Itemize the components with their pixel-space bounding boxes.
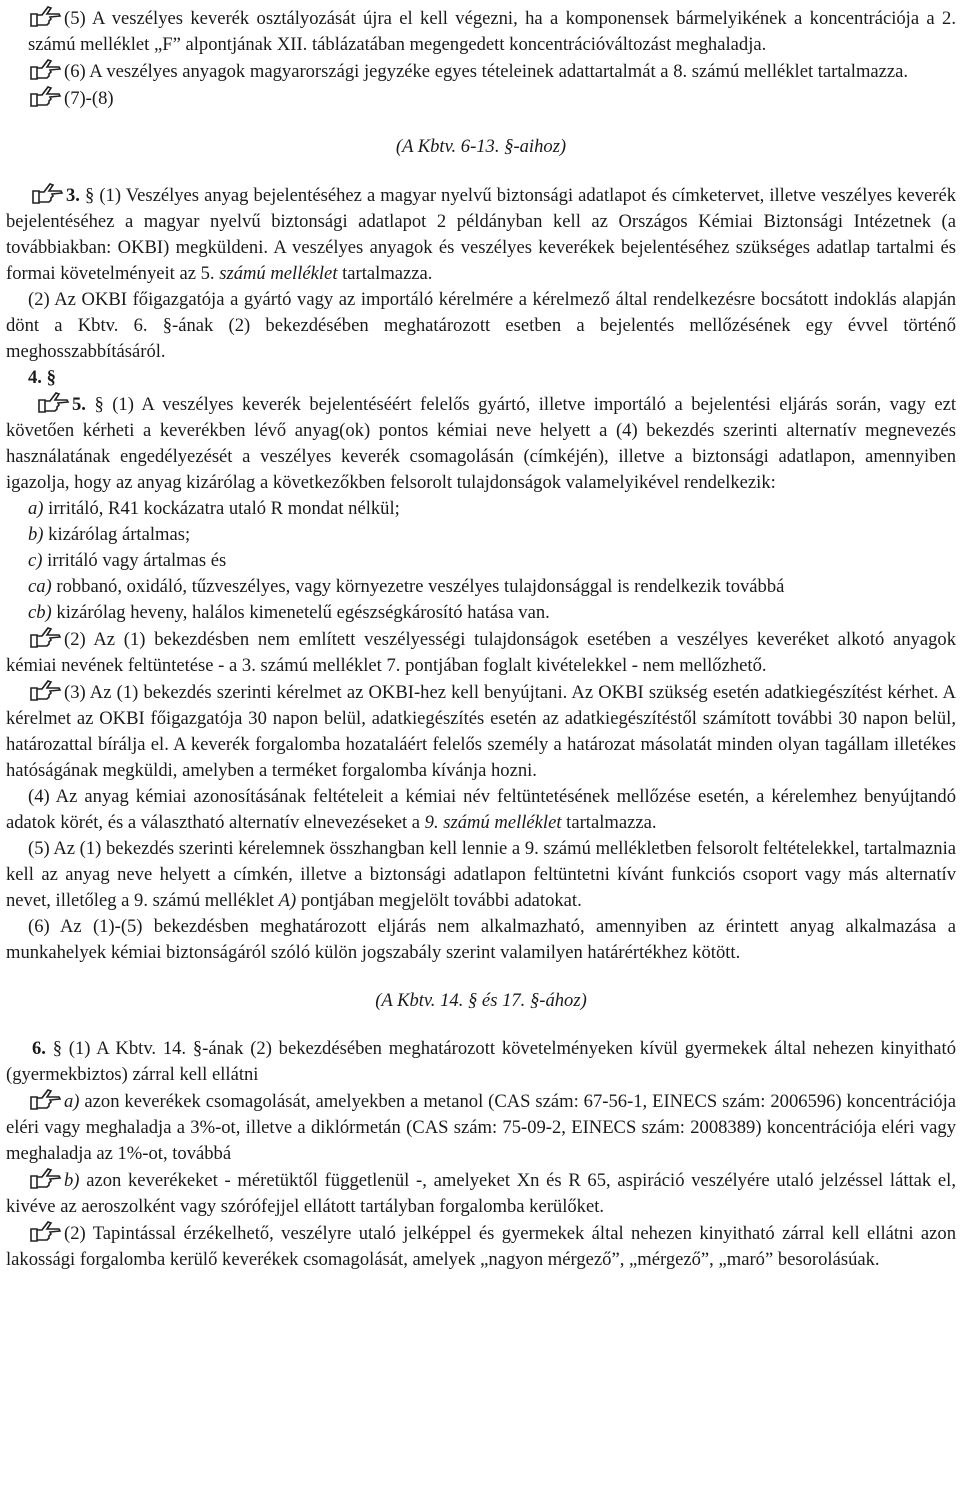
annex-reference: számú melléklet xyxy=(219,263,338,284)
section-5-paragraph-4-end: tartalmazza. xyxy=(561,812,657,833)
section-6-point-a xyxy=(6,1088,956,1167)
list-text: irritáló vagy ártalmas és xyxy=(42,550,227,571)
pointing-hand-icon[interactable] xyxy=(28,1167,62,1189)
list-label: b) xyxy=(64,1170,80,1191)
section-6-paragraph-1 xyxy=(6,1036,956,1088)
pointing-hand-icon[interactable] xyxy=(36,391,70,413)
pointing-hand-icon[interactable] xyxy=(28,5,62,27)
section-6-point-b-text: azon keverékeket - méretüktől függetlenül -, amelyeket Xn és R 65, aspiráció veszélyére utaló jelzéssel láttak el, kivéve az aeroszolként vagy szórófejjel ellátott tartályban forgalomba kerülőket. xyxy=(6,1170,956,1217)
pointing-hand-icon[interactable] xyxy=(28,58,62,80)
section-6-text: § (1) A Kbtv. 14. §-ának (2) bekezdésében meghatározott követelményeken kívül gyermekek által nehezen kinyitható (gyermekbiztos) zárral kell ellátni xyxy=(6,1038,956,1085)
paragraph-5 xyxy=(6,5,956,58)
annex-reference: 9. számú melléklet xyxy=(424,812,562,833)
section-5-paragraph-6: (6) Az (1)-(5) bekezdésben meghatározott eljárás nem alkalmazható, amennyiben az érintett anyag alkalmazása a munkahelyek kémiai biztonságáról szóló külön jogszabály szerint valamilyen határértékhez kötött. xyxy=(6,916,956,963)
section-5-text: § (1) A veszélyes keverék bejelentéséért felelős gyártó, illetve importáló a bejelentési eljárás során, vagy ezt követően kérheti a keverékben lévő anyag(ok) pontos kémiai neve helyett a (4) bekezdés szerinti alternatív megnevezés használatának engedélyezését a veszélyes keverék csomagolásán (címkéjén), illetve a biztonsági adatlapon, amennyiben igazolja, hogy az anyag kizárólag a következőkben felsorolt tulajdonságok valamelyikével rendelkezik: xyxy=(6,394,956,493)
section-3-number: 3. xyxy=(66,185,80,206)
section-5-paragraph-4-text: (4) Az anyag kémiai azonosításának feltételeit a kémiai név feltüntetésének mellőzése esetén, a kérelemhez benyújtandó adatok körét, és a választható alternatív elnevezéseket a xyxy=(6,786,956,833)
pointing-hand-icon[interactable] xyxy=(28,1220,62,1242)
annex-point-reference: A) xyxy=(278,890,297,911)
section-4-heading: 4. § xyxy=(28,367,56,388)
section-3-paragraph-1 xyxy=(6,182,956,287)
paragraph-6 xyxy=(6,58,956,85)
list-label: a) xyxy=(64,1091,80,1112)
list-label: cb) xyxy=(28,602,52,623)
pointing-hand-icon[interactable] xyxy=(30,182,64,204)
list-label: c) xyxy=(28,550,43,571)
section-5-paragraph-1 xyxy=(6,391,956,496)
section-5-paragraph-2-text: (2) Az (1) bekezdésben nem említett veszélyességi tulajdonságok esetében a veszélyes keveréket alkotó anyagok kémiai nevének feltüntetése - a 3. számú melléklet 7. pontjában foglalt kivételekkel - nem mellőzhető. xyxy=(6,629,956,676)
section-5-paragraph-2 xyxy=(6,626,956,679)
list-text: kizárólag ártalmas; xyxy=(43,524,191,545)
list-item-a xyxy=(6,496,956,522)
section-3-paragraph-2: (2) Az OKBI főigazgatója a gyártó vagy az importáló kérelmére a kérelmező által rendelkezésre bocsátott indoklás alapján dönt a Kbtv. 6. §-ának (2) bekezdésében meghatározott esetben a bejelentés mellőzésének egy évvel történő meghosszabbításáról. xyxy=(6,289,956,362)
section-reference-heading: (A Kbtv. 6-13. §-aihoz) xyxy=(395,136,567,157)
list-label: b) xyxy=(28,524,44,545)
section-5-number: 5. xyxy=(72,394,86,415)
pointing-hand-icon[interactable] xyxy=(28,1088,62,1110)
pointing-hand-icon[interactable] xyxy=(28,85,62,107)
pointing-hand-icon[interactable] xyxy=(28,679,62,701)
list-text: kizárólag heveny, halálos kimenetelű egészségkárosító hatása van. xyxy=(51,602,550,623)
list-item-b xyxy=(6,522,956,548)
paragraph-7-8-text: (7)-(8) xyxy=(64,88,114,109)
section-5-paragraph-4 xyxy=(6,784,956,836)
document-page xyxy=(6,5,956,1273)
section-5-paragraph-3 xyxy=(6,679,956,784)
paragraph-6-text: (6) A veszélyes anyagok magyarországi jegyzéke egyes tételeinek adattartalmát a 8. számú melléklet tartalmazza. xyxy=(64,61,909,82)
section-6-point-b xyxy=(6,1167,956,1220)
list-item-c xyxy=(6,548,956,574)
section-reference-heading-2: (A Kbtv. 14. § és 17. §-ához) xyxy=(375,990,587,1011)
list-text: irritáló, R41 kockázatra utaló R mondat nélkül; xyxy=(43,498,400,519)
section-3-text: § (1) Veszélyes anyag bejelentéséhez a magyar nyelvű biztonsági adatlapot és címketervet, illetve veszélyes keverék bejelentéséhez a magyar nyelvű biztonsági adatlapot 2 példányban kell az Országos Kémiai Biztonsági Intézetnek (a továbbiakban: OKBI) megküldeni. A veszélyes anyagok és veszélyes keverékek bejelentéséhez szükséges adatlap tartalmi és formai követelményeit az 5. xyxy=(6,185,956,284)
section-6-paragraph-2 xyxy=(6,1220,956,1273)
section-6-point-a-text: azon keverékek csomagolását, amelyekben a metanol (CAS szám: 67-56-1, EINECS szám: 2006596) koncentrációja eléri vagy meghaladja a 3%-ot, illetve a diklórmetán (CAS szám: 75-09-2, EINECS szám: 2008389) koncentrációja eléri vagy meghaladja az 1%-ot, továbbá xyxy=(6,1091,956,1164)
section-3-end: tartalmazza. xyxy=(337,263,433,284)
list-item-ca xyxy=(6,574,956,600)
section-6-number: 6. xyxy=(32,1038,46,1059)
list-label: a) xyxy=(28,498,44,519)
section-5-paragraph-5-end: pontjában megjelölt további adatokat. xyxy=(296,890,582,911)
paragraph-7-8 xyxy=(6,85,956,112)
section-5-paragraph-5 xyxy=(6,836,956,914)
list-text: robbanó, oxidáló, tűzveszélyes, vagy környezetre veszélyes tulajdonsággal is rendelkezik továbbá xyxy=(51,576,785,597)
paragraph-5-text: (5) A veszélyes keverék osztályozását újra el kell végezni, ha a komponensek bármelyikének a koncentrációja a 2. számú melléklet „F” alpontjának XII. táblázatában megengedett koncentrációváltozást meghaladja. xyxy=(28,8,956,55)
list-item-cb xyxy=(6,600,956,626)
section-5-paragraph-3-text: (3) Az (1) bekezdés szerinti kérelmet az OKBI-hez kell benyújtani. Az OKBI szükség esetén adatkiegészítést kérhet. A kérelmet az OKBI főigazgatója 30 napon belül, adatkiegészítés esetén az adatkiegészítéstől számított további 30 napon belül, határozattal bírálja el. A keverék forgalomba hozataláért felelős személy a határozat másolatát minden olyan tagállam illetékes hatóságának megküldi, amelyben a terméket forgalomba kívánja hozni. xyxy=(6,682,956,781)
section-6-paragraph-2-text: (2) Tapintással érzékelhető, veszélyre utaló jelképpel és gyermekek által nehezen kinyitható zárral kell ellátni azon lakossági forgalomba kerülő keverékek csomagolását, amelyek „nagyon mérgező”, „mérgező”, „maró” besorolásúak. xyxy=(6,1223,956,1270)
list-label: ca) xyxy=(28,576,52,597)
pointing-hand-icon[interactable] xyxy=(28,626,62,648)
section-5-paragraph-5-text: (5) Az (1) bekezdés szerinti kérelemnek összhangban kell lennie a 9. számú mellékletben felsorolt feltételekkel, tartalmaznia kell az anyag neve helyett a címkén, illetve a biztonsági adatlapon feltüntetni kívánt funkciós csoport vagy más alternatív nevet, illetőleg a 9. számú melléklet xyxy=(6,838,956,911)
